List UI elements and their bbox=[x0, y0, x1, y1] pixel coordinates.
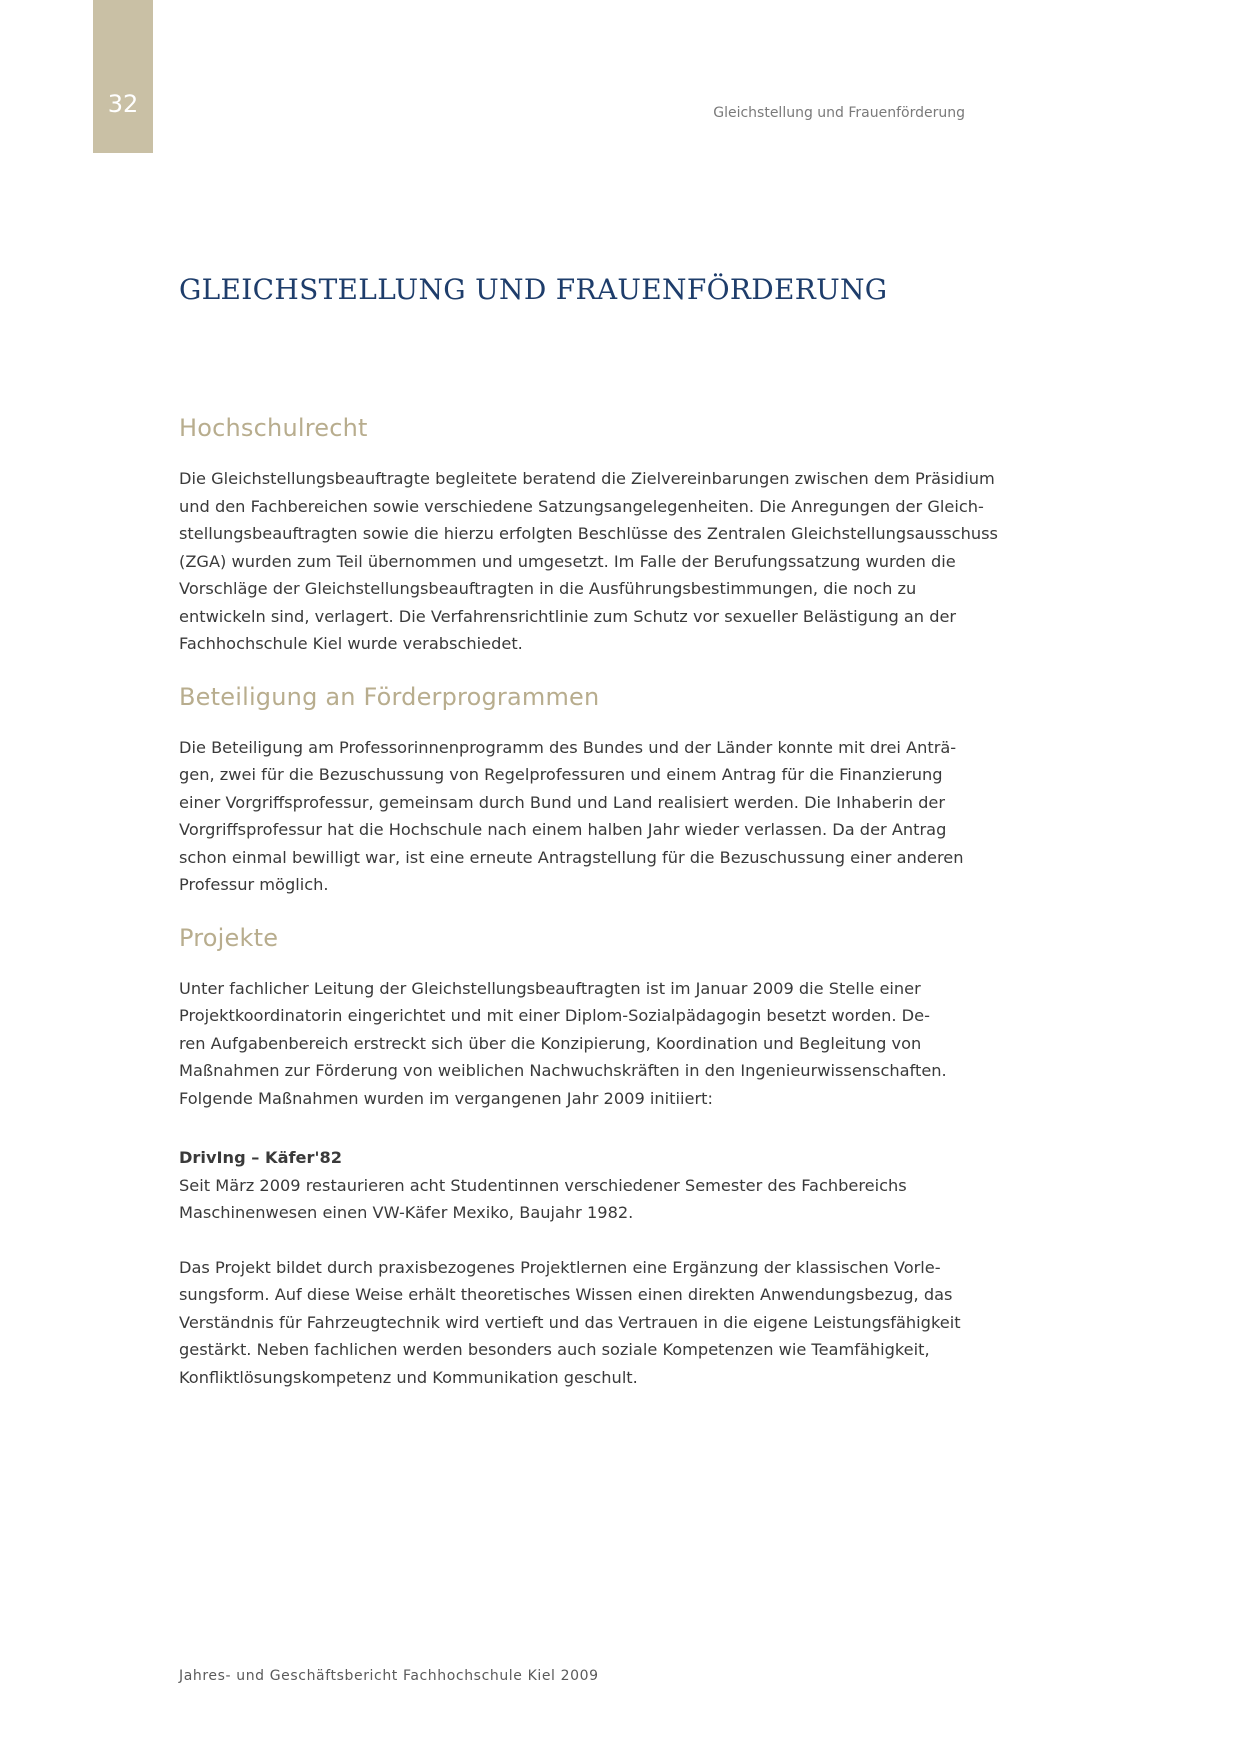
text-line: schon einmal bewilligt war, ist eine erneute Antragstellung für die Bezuschussung einer anderen bbox=[179, 847, 964, 867]
paragraph bbox=[179, 465, 998, 658]
text-line: Vorschläge der Gleichstellungsbeauftragten in die Ausführungsbestimmungen, die noch zu bbox=[179, 579, 917, 598]
text-line: Maßnahmen zur Förderung von weiblichen Nachwuchskräften in den Ingenieurwissenschaften. bbox=[179, 1061, 947, 1080]
text-line: ren Aufgabenbereich erstreckt sich über die Konzipierung, Koordination und Begleitung von bbox=[179, 1033, 922, 1053]
text-line: einer Vorgriffsprofessur, gemeinsam durch Bund und Land realisiert werden. Die Inhaberin der bbox=[179, 792, 946, 812]
subsection-heading: DrivIng – Käfer'82 bbox=[179, 1148, 342, 1167]
paragraph bbox=[179, 734, 979, 899]
text-line: stellungsbeauftragten sowie die hierzu erfolgten Beschlüsse des Zentralen Gleichstellungsausschuss bbox=[179, 524, 998, 543]
text-line: gen, zwei für die Bezuschussung von Regelprofessuren und einem Antrag für die Finanzierung bbox=[179, 765, 943, 784]
text-line: Maschinenwesen einen VW-Käfer Mexiko, Baujahr 1982. bbox=[179, 1203, 634, 1222]
section-heading: Hochschulrecht bbox=[179, 414, 368, 442]
text-line: gestärkt. Neben fachlichen werden besonders auch soziale Kompetenzen wie Teamfähigkeit, bbox=[179, 1340, 930, 1359]
text-line: Vorgriffsprofessur hat die Hochschule nach einem halben Jahr wieder verlassen. Da der Antrag bbox=[179, 820, 947, 839]
paragraph bbox=[179, 975, 979, 1113]
text-line: Die Gleichstellungsbeauftragte begleitete beratend die Zielvereinbarungen zwischen dem Präsidium bbox=[179, 469, 995, 488]
document-body bbox=[179, 413, 998, 1415]
paragraph bbox=[179, 1254, 979, 1392]
text-line: und den Fachbereichen sowie verschiedene Satzungsangelegenheiten. Die Anregungen der Gleich- bbox=[179, 496, 984, 516]
section-heading: Beteiligung an Förderprogrammen bbox=[179, 682, 600, 711]
text-line: Seit März 2009 restaurieren acht Studentinnen verschiedener Semester des Fachbereichs bbox=[179, 1175, 907, 1195]
text-line: Professur möglich. bbox=[179, 875, 329, 894]
text-line: sungsform. Auf diese Weise erhält theoretisches Wissen einen direkten Anwendungsbezug, das bbox=[179, 1285, 953, 1304]
section-foerderprogramme bbox=[179, 682, 979, 899]
section-heading: Projekte bbox=[179, 923, 279, 952]
text-line: Konfliktlösungskompetenz und Kommunikation geschult. bbox=[179, 1367, 638, 1387]
text-line: Folgende Maßnahmen wurden im vergangenen Jahr 2009 initiiert: bbox=[179, 1088, 713, 1108]
text-line: entwickeln sind, verlagert. Die Verfahrensrichtlinie zum Schutz vor sexueller Belästigung an der bbox=[179, 606, 957, 626]
text-line: (ZGA) wurden zum Teil übernommen und umgesetzt. Im Falle der Berufungssatzung wurden die bbox=[179, 551, 956, 571]
section-hochschulrecht bbox=[179, 413, 998, 658]
section-projekte bbox=[179, 923, 979, 1392]
running-header: Gleichstellung und Frauenförderung bbox=[713, 105, 965, 121]
text-line: Fachhochschule Kiel wurde verabschiedet. bbox=[179, 634, 523, 653]
page-footer: Jahres- und Geschäftsbericht Fachhochschule Kiel 2009 bbox=[179, 1668, 599, 1684]
paragraph bbox=[179, 1172, 979, 1227]
text-line: Verständnis für Fahrzeugtechnik wird vertieft und das Vertrauen in die eigene Leistungsfähigkeit bbox=[179, 1312, 961, 1332]
page-title: GLEICHSTELLUNG UND FRAUENFÖRDERUNG bbox=[179, 273, 888, 306]
text-line: Unter fachlicher Leitung der Gleichstellungsbeauftragten ist im Januar 2009 die Stelle einer bbox=[179, 978, 921, 998]
page-number: 32 bbox=[107, 90, 139, 118]
text-line: Die Beteiligung am Professorinnenprogramm des Bundes und der Länder konnte mit drei Anträ- bbox=[179, 737, 957, 757]
text-line: Das Projekt bildet durch praxisbezogenes Projektlernen eine Ergänzung der klassischen Vorle- bbox=[179, 1257, 941, 1277]
page-tab bbox=[93, 0, 153, 153]
text-line: Projektkoordinatorin eingerichtet und mit einer Diplom-Sozialpädagogin besetzt worden. De- bbox=[179, 1006, 930, 1025]
